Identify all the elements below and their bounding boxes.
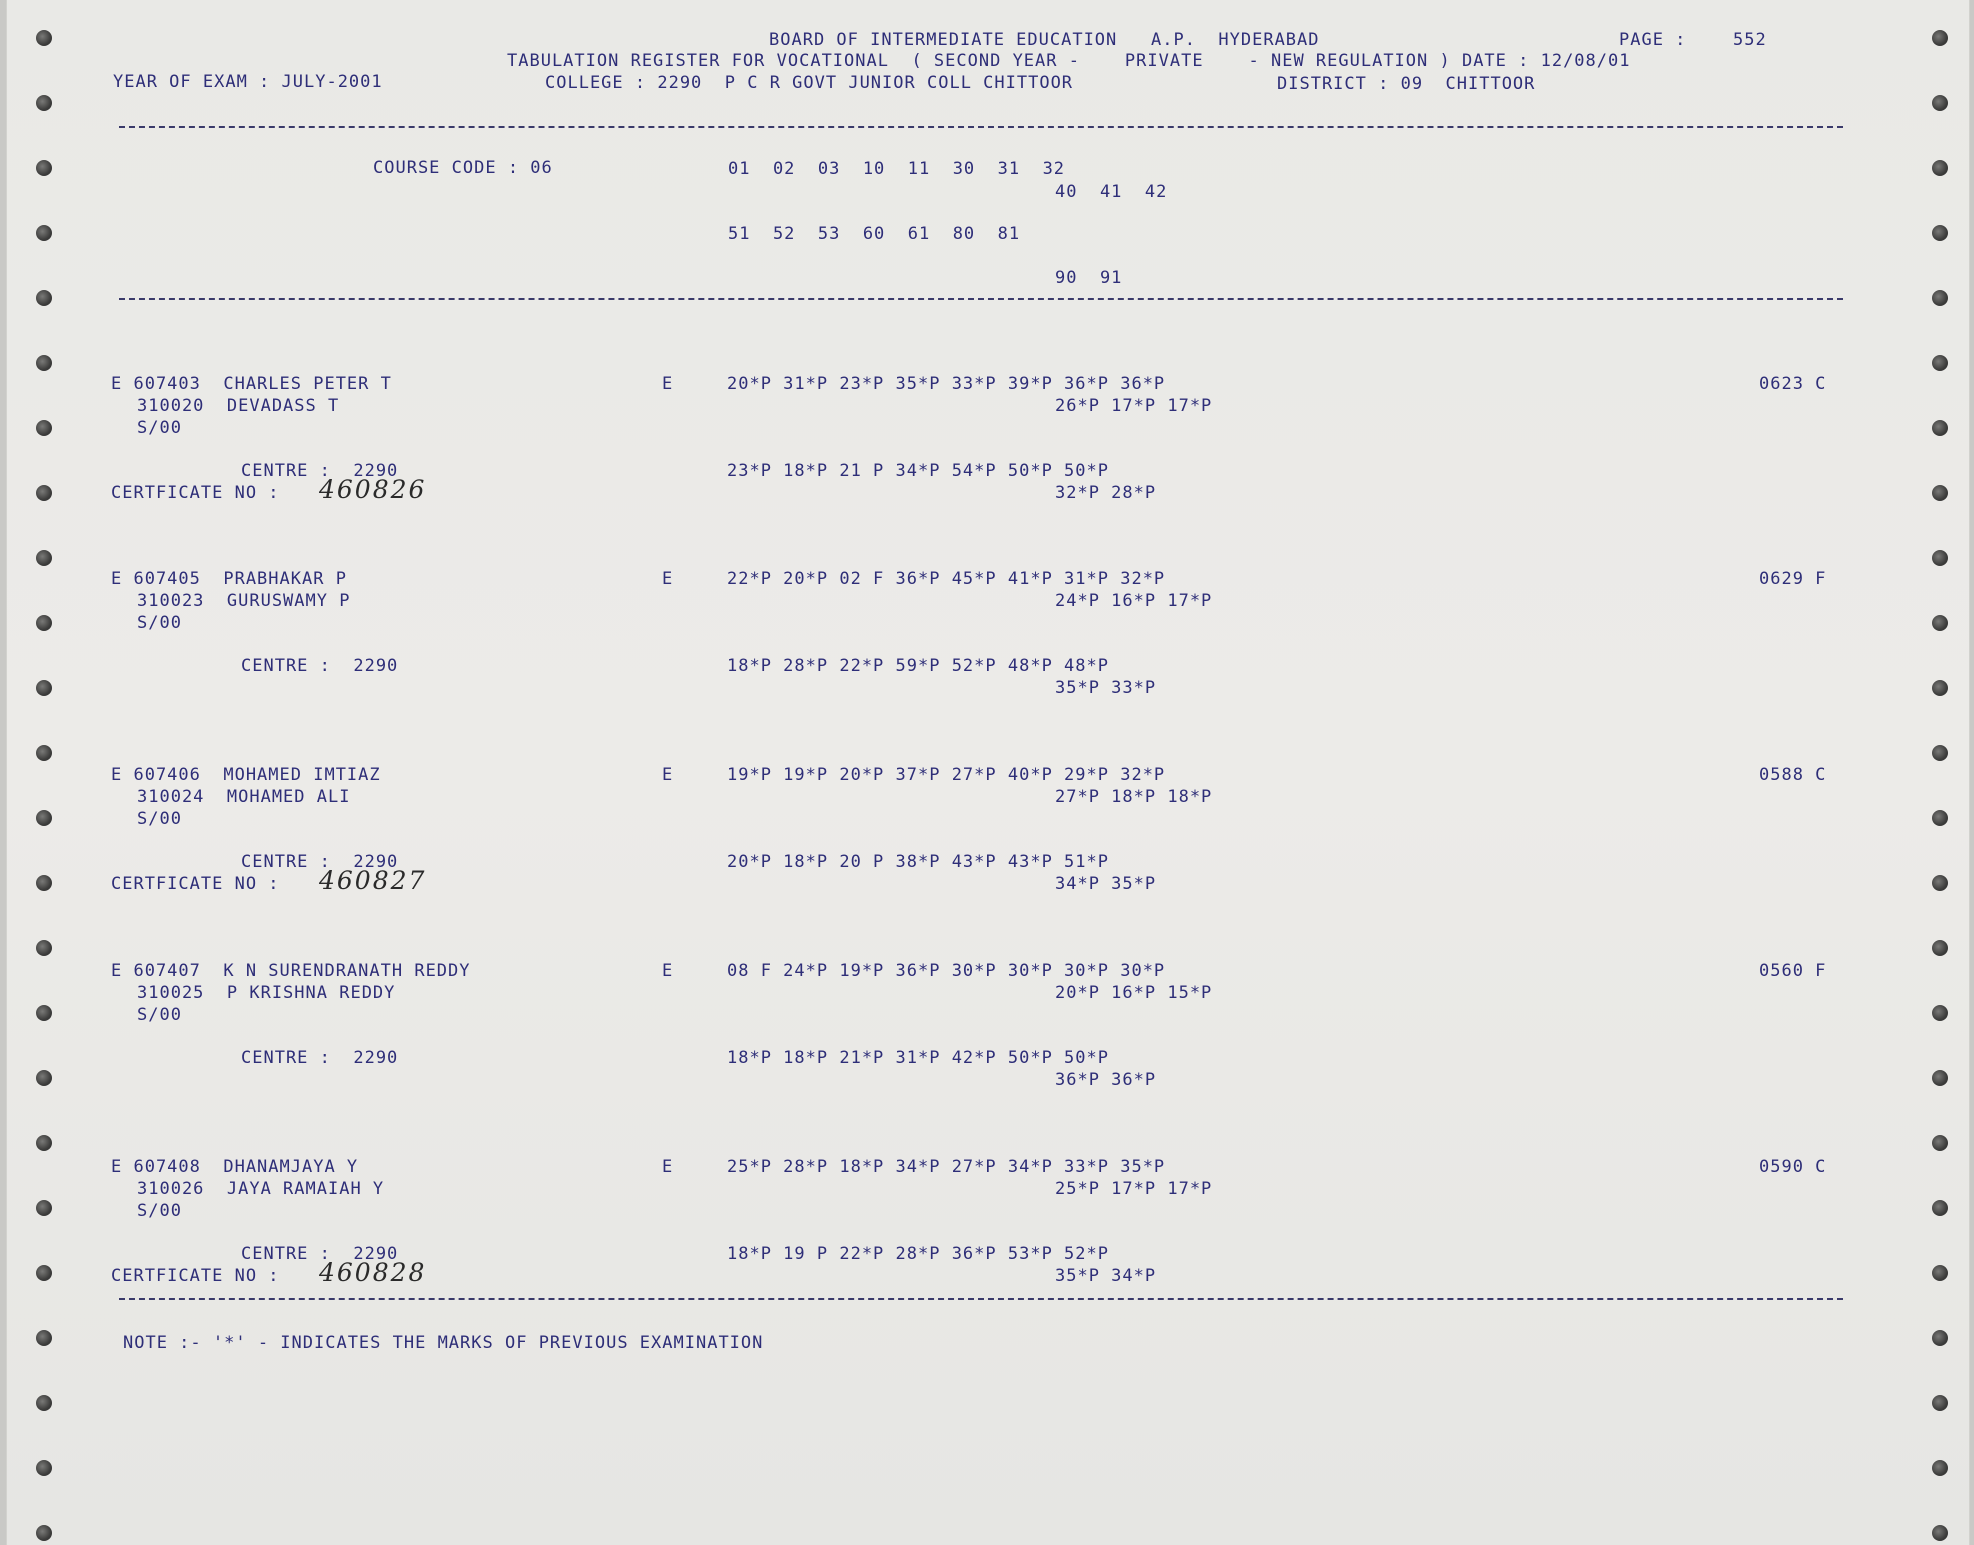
feed-hole [1932, 95, 1948, 111]
feed-hole [36, 1200, 52, 1216]
feed-hole [36, 550, 52, 566]
board-title: BOARD OF INTERMEDIATE EDUCATION A.P. HYDERABAD [769, 30, 1320, 50]
feed-hole [1932, 1525, 1948, 1541]
feed-hole [1932, 290, 1948, 306]
feed-hole [36, 1395, 52, 1411]
feed-hole [1932, 550, 1948, 566]
marks-row-1: 08 F 24*P 19*P 36*P 30*P 30*P 30*P 30*P [727, 961, 1166, 981]
marks-row-1b: 27*P 18*P 18*P [1055, 787, 1213, 807]
marks-row-1: 25*P 28*P 18*P 34*P 27*P 34*P 33*P 35*P [727, 1157, 1166, 1177]
marks-row-2b: 34*P 35*P [1055, 874, 1157, 894]
feed-hole [1932, 160, 1948, 176]
feed-hole [36, 225, 52, 241]
feed-hole [1932, 615, 1948, 631]
feed-hole [36, 1460, 52, 1476]
result-total: 0588 C [1759, 765, 1827, 785]
result-total: 0623 C [1759, 374, 1827, 394]
register-sheet [6, 0, 1970, 1545]
feed-hole [36, 290, 52, 306]
feed-hole [1932, 875, 1948, 891]
divider-bottom [119, 1298, 1843, 1300]
feed-hole [36, 355, 52, 371]
marks-row-2: 18*P 18*P 21*P 31*P 42*P 50*P 50*P [727, 1048, 1109, 1068]
student-roll-parent: 310024 MOHAMED ALI [137, 787, 351, 807]
marks-row-1: 22*P 20*P 02 F 36*P 45*P 41*P 31*P 32*P [727, 569, 1166, 589]
student-medium: E [662, 374, 674, 394]
student-roll-parent: 310023 GURUSWAMY P [137, 591, 351, 611]
student-id-name: E 607407 K N SURENDRANATH REDDY [111, 961, 471, 981]
student-category: S/00 [137, 613, 182, 633]
feed-hole [36, 420, 52, 436]
feed-hole [36, 95, 52, 111]
student-roll-parent: 310026 JAYA RAMAIAH Y [137, 1179, 385, 1199]
marks-row-2: 23*P 18*P 21 P 34*P 54*P 50*P 50*P [727, 461, 1109, 481]
student-medium: E [662, 569, 674, 589]
centre-info: CENTRE : 2290 [241, 1048, 399, 1068]
feed-hole [36, 810, 52, 826]
page-label: PAGE : [1619, 30, 1687, 50]
student-roll-parent: 310020 DEVADASS T [137, 396, 340, 416]
marks-row-2b: 35*P 34*P [1055, 1266, 1157, 1286]
feed-hole [36, 1070, 52, 1086]
register-title: TABULATION REGISTER FOR VOCATIONAL ( SECOND YEAR - PRIVATE - NEW REGULATION ) DATE : 12/08/01 [507, 51, 1631, 71]
student-medium: E [662, 765, 674, 785]
feed-hole [36, 680, 52, 696]
district-info: DISTRICT : 09 CHITTOOR [1277, 74, 1536, 94]
feed-hole [36, 1525, 52, 1541]
feed-hole [36, 1330, 52, 1346]
marks-row-2b: 32*P 28*P [1055, 483, 1157, 503]
feed-hole [1932, 1005, 1948, 1021]
year-of-exam: YEAR OF EXAM : JULY-2001 [113, 72, 383, 92]
feed-hole [1932, 680, 1948, 696]
student-category: S/00 [137, 418, 182, 438]
course-codes-row-1b: 40 41 42 [1055, 182, 1168, 202]
centre-info: CENTRE : 2290 [241, 461, 399, 481]
course-codes-row-1: 01 02 03 10 11 30 31 32 [728, 159, 1066, 179]
feed-hole [36, 1005, 52, 1021]
student-medium: E [662, 961, 674, 981]
feed-hole [1932, 485, 1948, 501]
feed-hole [1932, 30, 1948, 46]
marks-row-2: 18*P 28*P 22*P 59*P 52*P 48*P 48*P [727, 656, 1109, 676]
marks-row-2b: 36*P 36*P [1055, 1070, 1157, 1090]
centre-info: CENTRE : 2290 [241, 1244, 399, 1264]
result-total: 0629 F [1759, 569, 1827, 589]
feed-hole [36, 875, 52, 891]
divider-course [119, 298, 1843, 300]
feed-hole [36, 1135, 52, 1151]
certificate-label: CERTFICATE NO : [111, 874, 280, 894]
result-total: 0560 F [1759, 961, 1827, 981]
feed-hole [36, 485, 52, 501]
feed-hole [1932, 1460, 1948, 1476]
certificate-number-handwritten: 460826 [319, 475, 427, 504]
divider-top [119, 126, 1843, 128]
course-codes-row-2: 51 52 53 60 61 80 81 [728, 224, 1021, 244]
marks-row-2b: 35*P 33*P [1055, 678, 1157, 698]
marks-row-1: 20*P 31*P 23*P 35*P 33*P 39*P 36*P 36*P [727, 374, 1166, 394]
feed-hole [1932, 940, 1948, 956]
course-code-label: COURSE CODE : 06 [373, 158, 553, 178]
feed-hole [36, 1265, 52, 1281]
feed-hole [36, 615, 52, 631]
marks-row-1b: 24*P 16*P 17*P [1055, 591, 1213, 611]
feed-hole [1932, 1265, 1948, 1281]
student-id-name: E 607408 DHANAMJAYA Y [111, 1157, 359, 1177]
feed-hole [1932, 225, 1948, 241]
student-category: S/00 [137, 1005, 182, 1025]
feed-hole [36, 160, 52, 176]
marks-row-1b: 26*P 17*P 17*P [1055, 396, 1213, 416]
student-id-name: E 607405 PRABHAKAR P [111, 569, 347, 589]
feed-hole [1932, 1200, 1948, 1216]
feed-hole [1932, 745, 1948, 761]
marks-row-2: 20*P 18*P 20 P 38*P 43*P 43*P 51*P [727, 852, 1109, 872]
feed-hole [36, 30, 52, 46]
feed-hole [1932, 1070, 1948, 1086]
student-medium: E [662, 1157, 674, 1177]
certificate-label: CERTFICATE NO : [111, 483, 280, 503]
centre-info: CENTRE : 2290 [241, 656, 399, 676]
student-category: S/00 [137, 1201, 182, 1221]
feed-hole [36, 745, 52, 761]
student-id-name: E 607403 CHARLES PETER T [111, 374, 392, 394]
result-total: 0590 C [1759, 1157, 1827, 1177]
marks-row-1b: 25*P 17*P 17*P [1055, 1179, 1213, 1199]
feed-hole [1932, 1395, 1948, 1411]
marks-row-1b: 20*P 16*P 15*P [1055, 983, 1213, 1003]
certificate-label: CERTFICATE NO : [111, 1266, 280, 1286]
student-id-name: E 607406 MOHAMED IMTIAZ [111, 765, 381, 785]
page-number: 552 [1733, 30, 1767, 50]
feed-hole [1932, 355, 1948, 371]
college-info: COLLEGE : 2290 P C R GOVT JUNIOR COLL CHITTOOR [545, 73, 1074, 93]
feed-hole [1932, 1135, 1948, 1151]
student-roll-parent: 310025 P KRISHNA REDDY [137, 983, 396, 1003]
feed-hole [1932, 810, 1948, 826]
marks-row-2: 18*P 19 P 22*P 28*P 36*P 53*P 52*P [727, 1244, 1109, 1264]
feed-hole [1932, 420, 1948, 436]
certificate-number-handwritten: 460827 [319, 866, 427, 895]
feed-hole [1932, 1330, 1948, 1346]
marks-row-1: 19*P 19*P 20*P 37*P 27*P 40*P 29*P 32*P [727, 765, 1166, 785]
centre-info: CENTRE : 2290 [241, 852, 399, 872]
footer-note: NOTE :- '*' - INDICATES THE MARKS OF PREVIOUS EXAMINATION [123, 1333, 764, 1353]
feed-hole [36, 940, 52, 956]
course-codes-row-3: 90 91 [1055, 268, 1123, 288]
student-category: S/00 [137, 809, 182, 829]
certificate-number-handwritten: 460828 [319, 1258, 427, 1287]
